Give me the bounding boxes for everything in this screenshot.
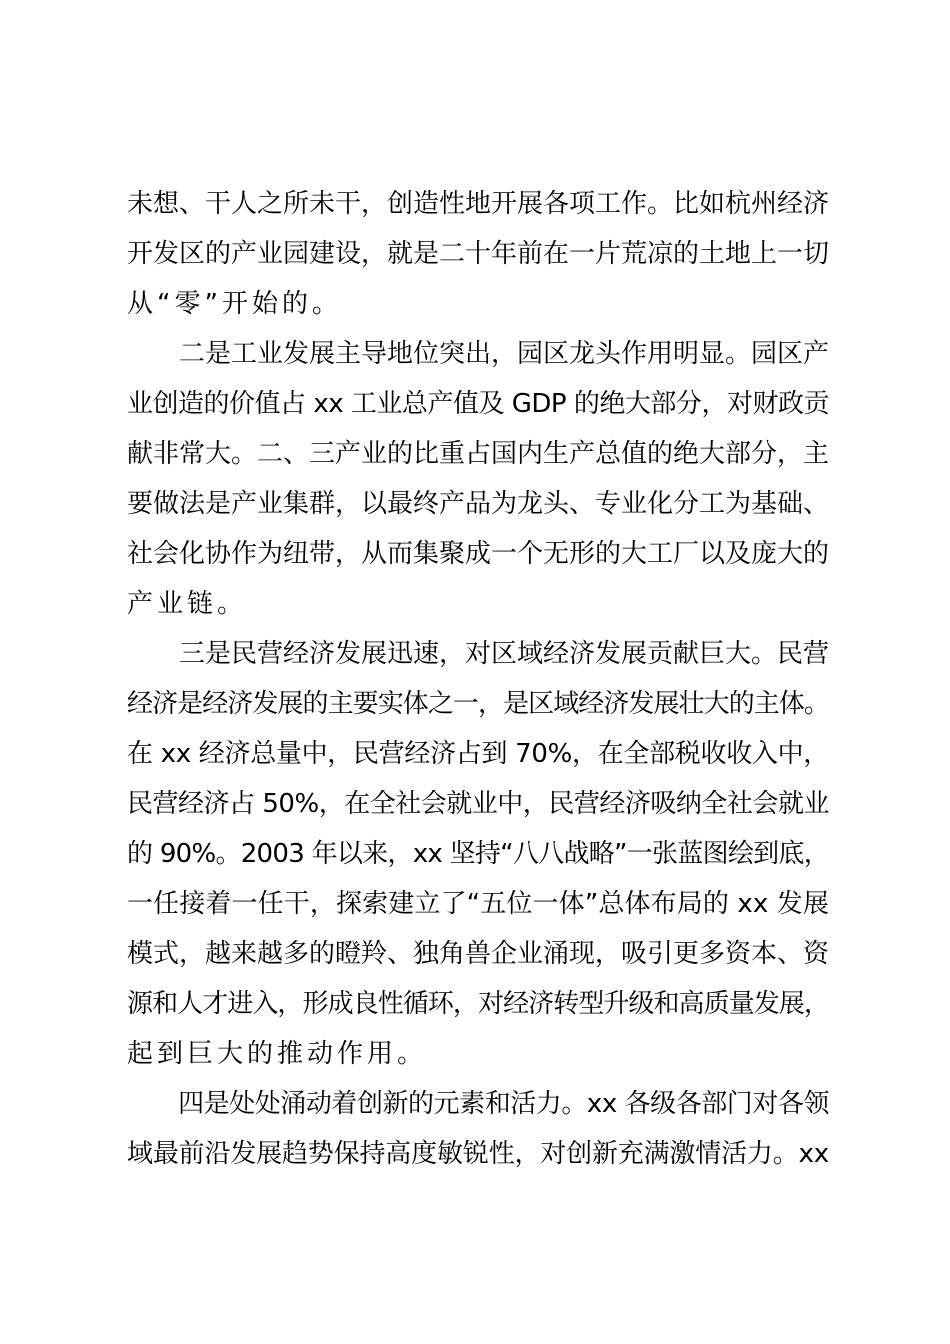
- text-line: 献非常大。二、三产业的比重占国内生产总值的绝大部分，主: [127, 439, 829, 469]
- text-line: 在 xx 经济总量中，民营经济占到 70%，在全部税收收入中，: [127, 739, 829, 769]
- text-line: 域最前沿发展趋势保持高度敏锐性，对创新充满激情活力。xx: [127, 1139, 829, 1169]
- text-line: 要做法是产业集群，以最终产品为龙头、专业化分工为基础、: [127, 489, 829, 519]
- paragraph-start-line: 四是处处涌动着创新的元素和活力。xx 各级各部门对各领: [127, 1089, 829, 1119]
- text-line: 的 90%。2003 年以来，xx 坚持“八八战略”一张蓝图绘到底，: [127, 839, 829, 869]
- text-line: 模式，越来越多的瞪羚、独角兽企业涌现，吸引更多资本、资: [127, 939, 829, 969]
- text-line: 开发区的产业园建设，就是二十年前在一片荒凉的土地上一切: [127, 239, 829, 269]
- text-line: 经济是经济发展的主要实体之一，是区域经济发展壮大的主体。: [127, 689, 829, 719]
- paragraph-start-line: 三是民营经济发展迅速，对区域经济发展贡献巨大。民营: [127, 639, 829, 669]
- text-line: 业创造的价值占 xx 工业总产值及 GDP 的绝大部分，对财政贡: [127, 389, 829, 419]
- text-line: 民营经济占 50%，在全社会就业中，民营经济吸纳全社会就业: [127, 789, 829, 819]
- text-line: 未想、干人之所未干，创造性地开展各项工作。比如杭州经济: [127, 189, 829, 219]
- text-line: 源和人才进入，形成良性循环，对经济转型升级和高质量发展，: [127, 989, 829, 1019]
- text-line: 社会化协作为纽带，从而集聚成一个无形的大工厂以及庞大的: [127, 539, 829, 569]
- text-line: 一任接着一任干，探索建立了“五位一体”总体布局的 xx 发展: [127, 889, 829, 919]
- text-line: 从“零”开始的。: [127, 289, 342, 319]
- text-line: 起到巨大的推动作用。: [127, 1039, 428, 1069]
- text-line: 产业链。: [127, 589, 248, 619]
- paragraph-start-line: 二是工业发展主导地位突出，园区龙头作用明显。园区产: [127, 339, 829, 369]
